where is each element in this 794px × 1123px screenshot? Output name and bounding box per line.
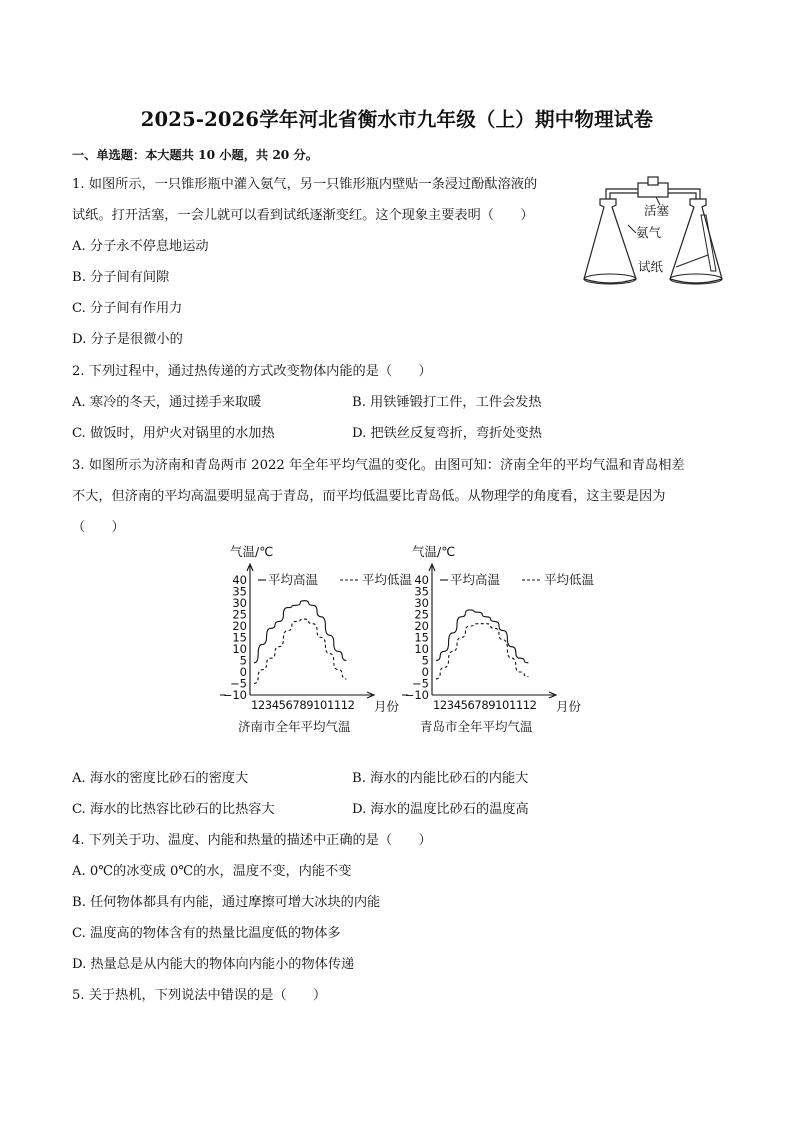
q2-option-a: A. 寒冷的冬天，通过搓手来取暖 bbox=[72, 395, 262, 410]
legend-high-label: 平均高温 bbox=[268, 572, 319, 587]
q3-option-c: C. 海水的比热容比砂石的比热容大 bbox=[72, 802, 275, 817]
y-axis-label: 气温/℃ bbox=[412, 544, 456, 559]
y-tick-label: 15 bbox=[414, 630, 429, 645]
ammonia-label: 氨气 bbox=[636, 225, 662, 240]
series-low-line bbox=[436, 624, 528, 679]
series-low-line bbox=[254, 619, 346, 683]
page-title: 2025-2026学年河北省衡水市九年级（上）期中物理试卷 bbox=[140, 108, 654, 131]
q1-option-c: C. 分子间有作用力 bbox=[72, 301, 183, 316]
y-tick-label: 35 bbox=[414, 584, 429, 599]
q3-option-a: A. 海水的密度比砂石的密度大 bbox=[72, 771, 249, 786]
y-tick-label: 25 bbox=[232, 607, 247, 622]
y-tick-label: 40 bbox=[232, 573, 247, 587]
y-tick-label: −5 bbox=[230, 676, 247, 691]
y-tick-label: 20 bbox=[414, 619, 429, 633]
valve-label: 活塞 bbox=[644, 203, 670, 218]
q4-option-c: C. 温度高的物体含有的热量比温度低的物体多 bbox=[72, 926, 341, 941]
q2-option-d: D. 把铁丝反复弯折，弯折处变热 bbox=[352, 426, 542, 441]
q1-option-b: B. 分子间有间隙 bbox=[72, 270, 170, 285]
y-tick-label: 0 bbox=[239, 665, 247, 679]
q2-option-b: B. 用铁锤锻打工件，工件会发热 bbox=[352, 395, 542, 410]
q1-stem-line1: 1. 如图所示，一只锥形瓶中灌入氨气，另一只锥形瓶内壁贴一条浸过酚酞溶液的 bbox=[72, 177, 538, 192]
x-axis-label: 月份 bbox=[374, 699, 400, 714]
q5-stem: 5. 关于热机，下列说法中错误的是（ ） bbox=[72, 988, 327, 1003]
y-tick-label: 5 bbox=[421, 653, 429, 668]
legend-high-label: 平均高温 bbox=[450, 572, 501, 587]
y-tick-label: 35 bbox=[232, 584, 247, 599]
q4-option-d: D. 热量总是从内能大的物体向内能小的物体传递 bbox=[72, 957, 355, 972]
temperature-charts bbox=[210, 540, 600, 745]
q2-option-c: C. 做饭时，用炉火对锅里的水加热 bbox=[72, 426, 275, 441]
q1-option-a: A. 分子永不停息地运动 bbox=[72, 239, 209, 254]
y-tick-label: −10 bbox=[404, 688, 429, 702]
y-tick-label: 5 bbox=[239, 653, 247, 668]
flask-figure bbox=[580, 175, 725, 290]
y-axis-label: 气温/℃ bbox=[230, 544, 274, 559]
chart-caption: 济南市全年平均气温 bbox=[238, 719, 351, 734]
y-tick-label: 10 bbox=[414, 642, 429, 656]
q3-stem-line1: 3. 如图所示为济南和青岛两市 2022 年全年平均气温的变化。由图可知：济南全年的平均气温和青岛相差 bbox=[72, 458, 685, 473]
q1-option-d: D. 分子是很微小的 bbox=[72, 332, 183, 347]
q3-option-b: B. 海水的内能比砂石的内能大 bbox=[352, 771, 529, 786]
y-tick-label: 30 bbox=[232, 596, 247, 610]
y-tick-label: 30 bbox=[414, 596, 429, 610]
legend-low-label: 平均低温 bbox=[544, 572, 595, 587]
y-tick-label: 20 bbox=[232, 619, 247, 633]
q3-option-d: D. 海水的温度比砂石的温度高 bbox=[352, 802, 529, 817]
series-high-line bbox=[436, 610, 528, 663]
y-tick-label: 15 bbox=[232, 630, 247, 645]
q1-stem-line2: 试纸。打开活塞，一会儿就可以看到试纸逐渐变红。这个现象主要表明（ ） bbox=[72, 208, 534, 223]
test-paper-label: 试纸 bbox=[638, 259, 664, 274]
x-tick-labels: 123456789101112 bbox=[251, 698, 355, 712]
q4-option-b: B. 任何物体都具有内能，通过摩擦可增大冰块的内能 bbox=[72, 895, 381, 910]
q2-stem: 2. 下列过程中，通过热传递的方式改变物体内能的是（ ） bbox=[72, 364, 432, 379]
x-tick-labels: 123456789101112 bbox=[433, 698, 537, 712]
x-axis-label: 月份 bbox=[556, 699, 582, 714]
y-tick-label: 25 bbox=[414, 607, 429, 622]
series-high-line bbox=[254, 601, 346, 663]
y-tick-label: 40 bbox=[414, 573, 429, 587]
y-tick-label: −5 bbox=[412, 676, 429, 691]
y-tick-label: 0 bbox=[421, 665, 429, 679]
q4-stem: 4. 下列关于功、温度、内能和热量的描述中正确的是（ ） bbox=[72, 833, 432, 848]
q3-stem-line3: （ ） bbox=[72, 520, 125, 535]
y-tick-label: −10 bbox=[222, 688, 247, 702]
q3-stem-line2: 不大，但济南的平均高温要明显高于青岛，而平均低温要比青岛低。从物理学的角度看，这主要是因为 bbox=[72, 489, 666, 504]
q4-option-a: A. 0℃的冰变成 0℃的水，温度不变，内能不变 bbox=[72, 864, 352, 879]
chart-caption: 青岛市全年平均气温 bbox=[420, 719, 533, 734]
y-tick-label: 10 bbox=[232, 642, 247, 656]
section-heading: 一、单选题：本大题共 10 小题，共 20 分。 bbox=[72, 148, 318, 162]
legend-low-label: 平均低温 bbox=[362, 572, 413, 587]
